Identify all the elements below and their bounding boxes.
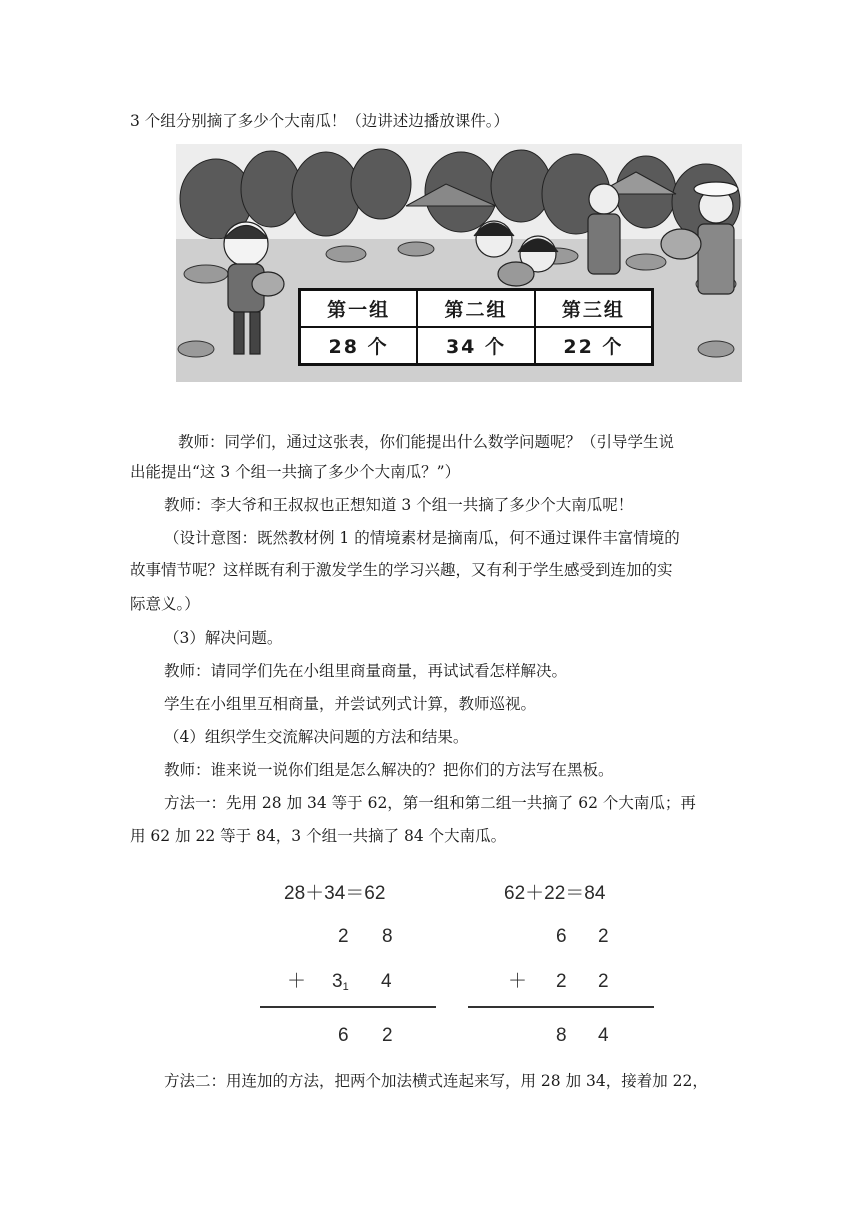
section-heading-4: （4）组织学生交流解决问题的方法和结果。 xyxy=(164,728,469,746)
table-value-group3: 22 个 xyxy=(535,327,653,365)
paragraph-design-intent-3: 际意义。） xyxy=(130,595,200,613)
paragraph-students-discuss: 学生在小组里互相商量，并尝试列式计算，教师巡视。 xyxy=(164,695,537,713)
calc1-row1-ones: 8 xyxy=(382,926,393,947)
harvest-table xyxy=(298,288,654,366)
paragraph-method-two: 方法二：用连加的方法，把两个加法横式连起来写，用 28 加 34，接着加 22， xyxy=(164,1072,708,1090)
calc2-row2-tens: 2 xyxy=(556,971,567,992)
paragraph-teacher-ask: 教师：谁来说一说你们组是怎么解决的？把你们的方法写在黑板。 xyxy=(164,761,614,779)
calc1-row2-tens xyxy=(332,970,349,999)
table-value-row xyxy=(300,327,653,365)
calc1-row1-tens: 2 xyxy=(338,926,349,947)
calc2-row1-tens: 6 xyxy=(556,926,567,947)
paragraph-teacher-question-cont: 出能提出“这 3 个组一共摘了多少个大南瓜？”） xyxy=(130,463,461,481)
paragraph-method-one-cont: 用 62 加 22 等于 84，3 个组一共摘了 84 个大南瓜。 xyxy=(130,827,507,845)
table-header-group2: 第二组 xyxy=(417,290,535,328)
calc2-equation: 62＋22＝84 xyxy=(504,883,606,904)
intro-text: 3 个组分别摘了多少个大南瓜！（边讲述边播放课件。） xyxy=(130,112,510,130)
calc2-sum-line xyxy=(468,1006,654,1008)
paragraph-method-one: 方法一：先用 28 加 34 等于 62，第一组和第二组一共摘了 62 个大南瓜；再 xyxy=(164,794,696,812)
table-header-group1: 第一组 xyxy=(300,290,418,328)
calc1-equation: 28＋34＝62 xyxy=(284,883,386,904)
calc1-plus-sign: ＋ xyxy=(287,971,307,992)
section-heading-3: （3）解决问题。 xyxy=(164,629,283,647)
pumpkin-illustration xyxy=(176,144,742,382)
calc2-result-ones: 4 xyxy=(598,1025,609,1046)
paragraph-teacher-instruction: 教师：请同学们先在小组里商量商量，再试试看怎样解决。 xyxy=(164,662,568,680)
table-header-row xyxy=(300,290,653,328)
paragraph-teacher-question: 教师：同学们，通过这张表，你们能提出什么数学问题呢？（引导学生说 xyxy=(178,433,675,451)
calc1-row2-ones: 4 xyxy=(381,971,392,992)
calc1-row2-tens-digit: 3 xyxy=(332,971,343,992)
paragraph-design-intent-2: 故事情节呢？这样既有利于激发学生的学习兴趣，又有利于学生感受到连加的实 xyxy=(130,561,673,579)
paragraph-teacher-li: 教师：李大爷和王叔叔也正想知道 3 个组一共摘了多少个大南瓜呢！ xyxy=(164,496,634,514)
table-value-group2: 34 个 xyxy=(417,327,535,365)
calc2-row2-ones: 2 xyxy=(598,971,609,992)
paragraph-design-intent: （设计意图：既然教材例 1 的情境素材是摘南瓜，何不通过课件丰富情境的 xyxy=(164,529,680,547)
calc2-row1-ones: 2 xyxy=(598,926,609,947)
calc1-result-ones: 2 xyxy=(382,1025,393,1046)
table-value-group1: 28 个 xyxy=(300,327,418,365)
calc2-plus-sign: ＋ xyxy=(508,971,528,992)
calc1-result-tens: 6 xyxy=(338,1025,349,1046)
calc1-sum-line xyxy=(260,1006,436,1008)
calc2-result-tens: 8 xyxy=(556,1025,567,1046)
table-header-group3: 第三组 xyxy=(535,290,653,328)
calc1-carry-mark: 1 xyxy=(342,981,349,993)
